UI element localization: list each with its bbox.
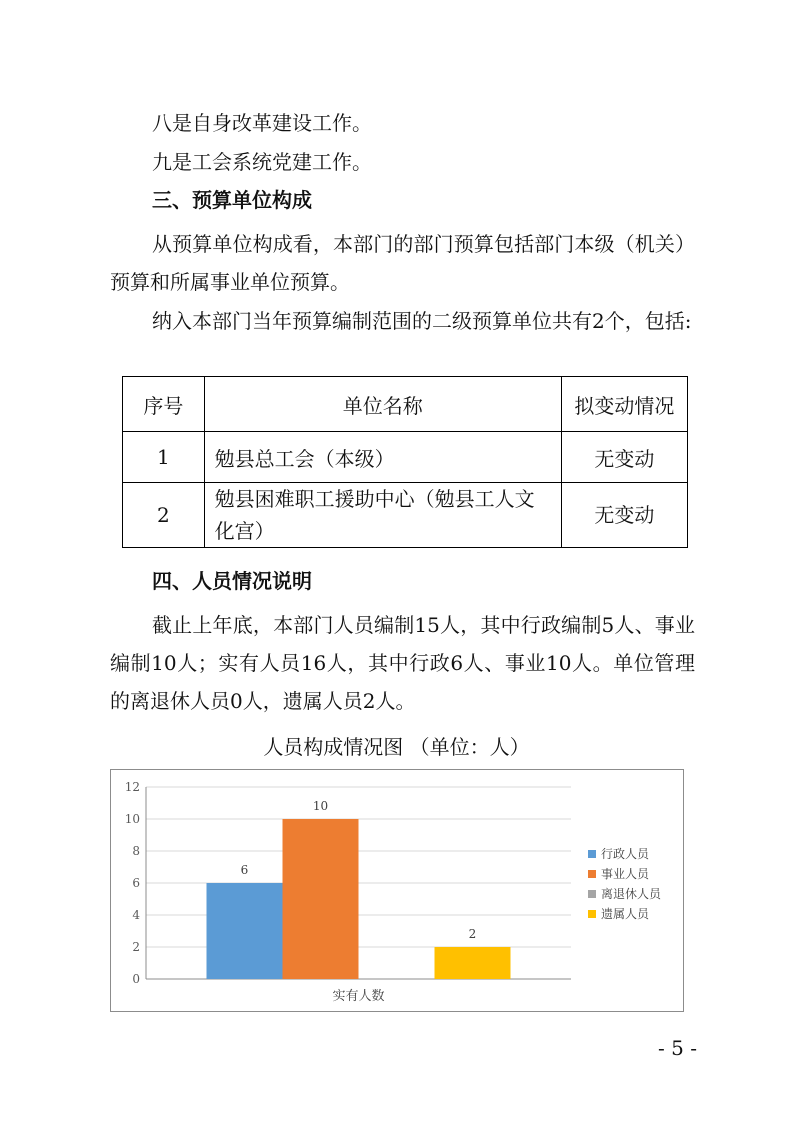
legend-entry: 事业人员 [601,867,650,881]
chart-frame [110,769,684,1012]
personnel-bar-chart [111,770,683,1011]
y-tick-label: 6 [132,876,140,890]
data-label: 6 [240,863,249,877]
table-row [123,483,688,548]
page-number: - 5 - [658,1036,697,1060]
y-tick-label: 8 [132,844,140,858]
budget-units-table [122,376,688,548]
y-tick-label: 0 [132,972,140,986]
legend-swatch [588,850,596,858]
legend-swatch [588,870,596,878]
chart-title: 人员构成情况图 （单位：人） [263,735,530,759]
legend-entry: 遗属人员 [601,907,650,921]
y-tick-label: 2 [132,940,140,954]
bar-1 [207,883,283,979]
table-cell-name: 勉县困难职工援助中心（勉县工人文化宫） [204,483,561,548]
table-cell-no: 2 [123,483,205,548]
legend-swatch [588,910,596,918]
paragraph-secondary-units: 纳入本部门当年预算编制范围的二级预算单位共有2个，包括: [152,309,692,333]
x-category-label: 实有人数 [332,989,385,1004]
table-row [123,432,688,483]
y-tick-label: 4 [132,908,140,922]
table-cell-change: 无变动 [561,483,687,548]
table-header-no: 序号 [123,377,205,432]
legend-entry: 行政人员 [601,847,650,861]
y-tick-label: 12 [124,780,140,794]
line-item-eight: 八是自身改革建设工作。 [152,111,372,135]
table-header-row [123,377,688,432]
legend-swatch [588,890,596,898]
table-header-name: 单位名称 [204,377,561,432]
table-cell-no: 1 [123,432,205,483]
heading-personnel: 四、人员情况说明 [152,569,312,593]
table-cell-change: 无变动 [561,432,687,483]
table-header-change: 拟变动情况 [561,377,687,432]
data-label: 10 [312,799,329,813]
heading-budget-units: 三、预算单位构成 [152,188,312,212]
bar-4 [435,947,511,979]
table-cell-name: 勉县总工会（本级） [204,432,561,483]
y-tick-label: 10 [124,812,140,826]
paragraph-personnel: 截止上年底，本部门人员编制15人，其中行政编制5人、事业编制10人；实有人员16人，其中行政6人、事业10人。单位管理的离退休人员0人，遗属人员2人。 [110,613,695,713]
legend-entry: 离退休人员 [601,887,662,901]
bar-2 [283,819,359,979]
paragraph-budget-composition: 从预算单位构成看，本部门的部门预算包括部门本级（机关）预算和所属事业单位预算。 [110,232,695,294]
data-label: 2 [468,927,477,941]
line-item-nine: 九是工会系统党建工作。 [152,150,372,174]
